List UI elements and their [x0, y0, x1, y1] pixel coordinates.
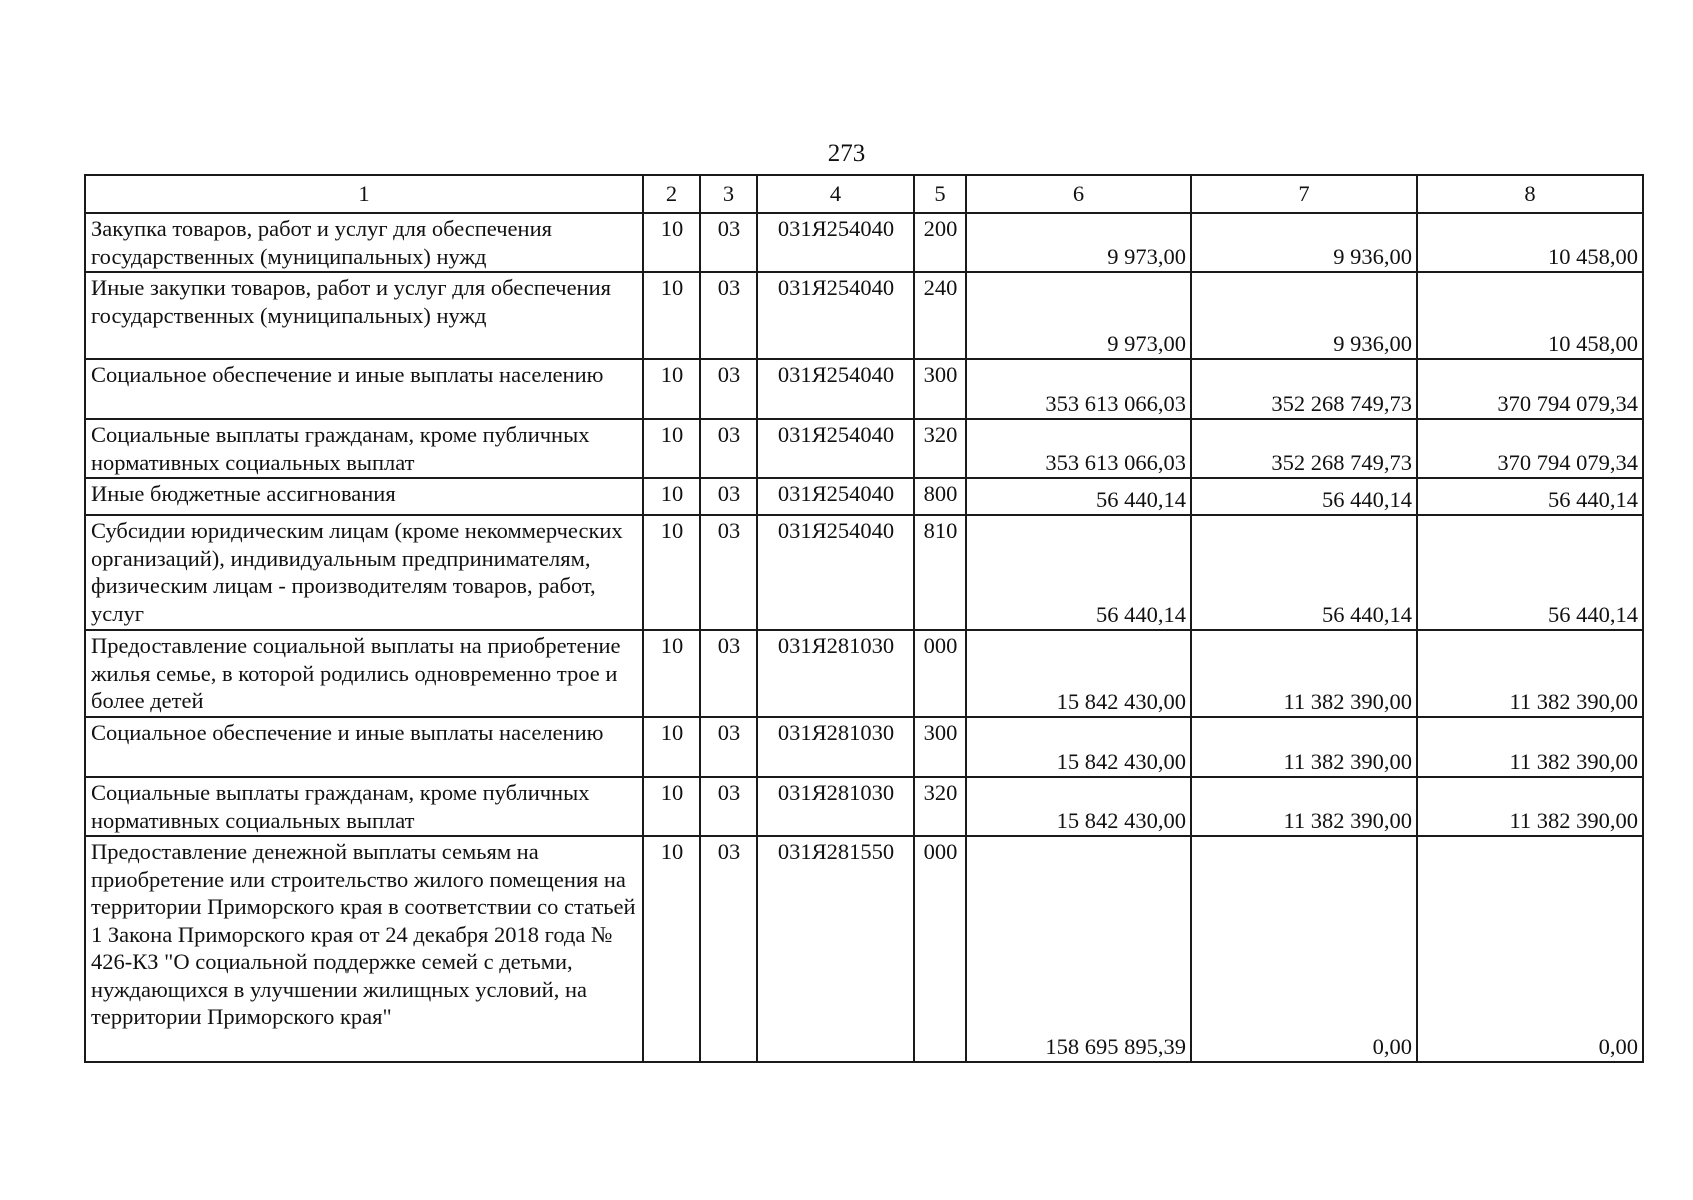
- row-amount-6: 353 613 066,03: [966, 419, 1191, 478]
- table-row: [85, 777, 1643, 836]
- row-amount-6: 56 440,14: [966, 515, 1191, 630]
- header-cell: 1: [85, 175, 643, 213]
- row-amount-8: 11 382 390,00: [1417, 630, 1643, 717]
- row-amount-6: 9 973,00: [966, 272, 1191, 359]
- row-subsection: 03: [700, 213, 757, 272]
- row-amount-8: 370 794 079,34: [1417, 419, 1643, 478]
- row-expense-type: 300: [914, 717, 966, 777]
- row-subsection: 03: [700, 515, 757, 630]
- row-amount-7: 11 382 390,00: [1191, 777, 1417, 836]
- row-expense-type: 800: [914, 478, 966, 515]
- row-amount-8: 10 458,00: [1417, 213, 1643, 272]
- header-cell: 3: [700, 175, 757, 213]
- row-section: 10: [643, 717, 700, 777]
- row-expense-type: 320: [914, 419, 966, 478]
- row-amount-7: 11 382 390,00: [1191, 630, 1417, 717]
- row-section: 10: [643, 478, 700, 515]
- row-section: 10: [643, 777, 700, 836]
- row-name: Субсидии юридическим лицам (кроме некоммерческих организаций), индивидуальным предпринимателям, физическим лицам - производителям товаров, работ, услуг: [85, 515, 643, 630]
- header-cell: 2: [643, 175, 700, 213]
- row-target-code: 031Я254040: [757, 478, 914, 515]
- table-row: [85, 630, 1643, 717]
- row-target-code: 031Я254040: [757, 213, 914, 272]
- row-name: Социальные выплаты гражданам, кроме публичных нормативных социальных выплат: [85, 777, 643, 836]
- row-section: 10: [643, 272, 700, 359]
- row-amount-8: 11 382 390,00: [1417, 717, 1643, 777]
- row-subsection: 03: [700, 478, 757, 515]
- row-name: Иные бюджетные ассигнования: [85, 478, 643, 515]
- row-subsection: 03: [700, 836, 757, 1062]
- table-row: [85, 717, 1643, 777]
- row-name: Иные закупки товаров, работ и услуг для обеспечения государственных (муниципальных) нужд: [85, 272, 643, 359]
- row-amount-6: 158 695 895,39: [966, 836, 1191, 1062]
- row-subsection: 03: [700, 419, 757, 478]
- row-subsection: 03: [700, 717, 757, 777]
- row-section: 10: [643, 359, 700, 419]
- table-row: [85, 359, 1643, 419]
- row-target-code: 031Я281030: [757, 777, 914, 836]
- table-row: [85, 836, 1643, 1062]
- row-name: Социальное обеспечение и иные выплаты населению: [85, 717, 643, 777]
- row-target-code: 031Я281030: [757, 717, 914, 777]
- header-cell: 7: [1191, 175, 1417, 213]
- header-row: [85, 175, 1643, 213]
- row-amount-8: 10 458,00: [1417, 272, 1643, 359]
- row-amount-7: 11 382 390,00: [1191, 717, 1417, 777]
- row-amount-7: 9 936,00: [1191, 213, 1417, 272]
- row-section: 10: [643, 419, 700, 478]
- row-expense-type: 200: [914, 213, 966, 272]
- row-section: 10: [643, 213, 700, 272]
- row-amount-6: 15 842 430,00: [966, 717, 1191, 777]
- row-amount-8: 11 382 390,00: [1417, 777, 1643, 836]
- row-expense-type: 000: [914, 630, 966, 717]
- row-amount-6: 9 973,00: [966, 213, 1191, 272]
- row-amount-7: 56 440,14: [1191, 515, 1417, 630]
- row-expense-type: 000: [914, 836, 966, 1062]
- header-cell: 8: [1417, 175, 1643, 213]
- table-row: [85, 272, 1643, 359]
- row-expense-type: 300: [914, 359, 966, 419]
- row-subsection: 03: [700, 777, 757, 836]
- budget-table: [84, 174, 1644, 1063]
- row-target-code: 031Я281030: [757, 630, 914, 717]
- row-amount-8: 370 794 079,34: [1417, 359, 1643, 419]
- row-subsection: 03: [700, 359, 757, 419]
- row-amount-7: 9 936,00: [1191, 272, 1417, 359]
- row-section: 10: [643, 515, 700, 630]
- row-name: Социальное обеспечение и иные выплаты населению: [85, 359, 643, 419]
- row-name: Социальные выплаты гражданам, кроме публичных нормативных социальных выплат: [85, 419, 643, 478]
- row-amount-7: 0,00: [1191, 836, 1417, 1062]
- row-subsection: 03: [700, 272, 757, 359]
- row-amount-8: 56 440,14: [1417, 515, 1643, 630]
- row-amount-8: 56 440,14: [1417, 478, 1643, 515]
- table-row: [85, 515, 1643, 630]
- row-name: Предоставление социальной выплаты на приобретение жилья семье, в которой родились одновременно трое и более детей: [85, 630, 643, 717]
- row-amount-6: 15 842 430,00: [966, 777, 1191, 836]
- row-amount-6: 15 842 430,00: [966, 630, 1191, 717]
- row-expense-type: 810: [914, 515, 966, 630]
- row-amount-6: 56 440,14: [966, 478, 1191, 515]
- row-amount-6: 353 613 066,03: [966, 359, 1191, 419]
- header-cell: 5: [914, 175, 966, 213]
- table-row: [85, 213, 1643, 272]
- row-expense-type: 320: [914, 777, 966, 836]
- row-target-code: 031Я254040: [757, 515, 914, 630]
- row-section: 10: [643, 836, 700, 1062]
- row-target-code: 031Я254040: [757, 359, 914, 419]
- row-amount-7: 352 268 749,73: [1191, 359, 1417, 419]
- row-amount-8: 0,00: [1417, 836, 1643, 1062]
- row-subsection: 03: [700, 630, 757, 717]
- header-cell: 4: [757, 175, 914, 213]
- row-target-code: 031Я281550: [757, 836, 914, 1062]
- row-target-code: 031Я254040: [757, 272, 914, 359]
- row-target-code: 031Я254040: [757, 419, 914, 478]
- row-expense-type: 240: [914, 272, 966, 359]
- row-name: Закупка товаров, работ и услуг для обеспечения государственных (муниципальных) нужд: [85, 213, 643, 272]
- row-name: Предоставление денежной выплаты семьям на приобретение или строительство жилого помещения на территории Приморского края в соответствии со статьей 1 Закона Приморского края от 24 декабря 2018 года № 426-КЗ "О социальной поддержке семей с детьми, нуждающихся в улучшении жилищных условий, на территории Приморского края": [85, 836, 643, 1062]
- row-amount-7: 56 440,14: [1191, 478, 1417, 515]
- header-cell: 6: [966, 175, 1191, 213]
- page-number: 273: [827, 140, 866, 167]
- row-amount-7: 352 268 749,73: [1191, 419, 1417, 478]
- table-row: [85, 478, 1643, 515]
- table-row: [85, 419, 1643, 478]
- row-section: 10: [643, 630, 700, 717]
